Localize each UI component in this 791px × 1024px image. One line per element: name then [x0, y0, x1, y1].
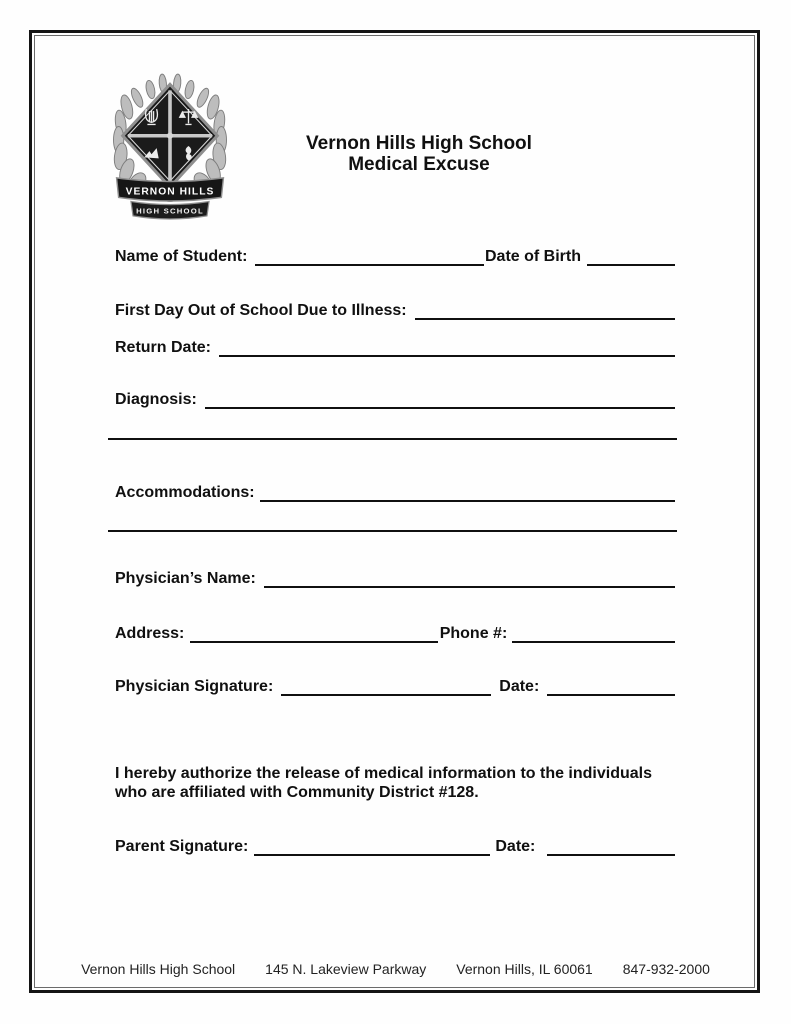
first-day-line	[415, 318, 675, 320]
physician-signature-row	[115, 676, 675, 696]
return-date-row	[115, 337, 675, 357]
crest-banner-bottom-text: HIGH SCHOOL	[136, 206, 204, 216]
parent-date-line	[547, 854, 675, 856]
physician-name-row	[115, 568, 675, 588]
date-of-birth-label: Date of Birth	[485, 248, 581, 265]
return-date-line	[219, 355, 675, 357]
page-title-line2: Medical Excuse	[348, 154, 490, 175]
physician-signature-line	[281, 694, 491, 696]
crest-banner-top-text: VERNON HILLS	[125, 186, 215, 198]
name-of-student-row	[115, 246, 675, 266]
physician-date-label: Date:	[499, 678, 540, 695]
address-label: Address:	[115, 625, 185, 642]
address-phone-row	[115, 623, 675, 643]
school-crest-logo	[106, 70, 234, 220]
return-date-label: Return Date:	[115, 339, 212, 356]
first-day-row	[115, 300, 675, 320]
physician-name-label: Physician’s Name:	[115, 570, 256, 587]
accommodations-line	[260, 500, 675, 502]
parent-date-label: Date:	[495, 838, 536, 855]
page-title	[294, 133, 544, 175]
diagnosis-line	[205, 407, 675, 409]
phone-line	[512, 641, 675, 643]
diagnosis-continuation-line	[108, 438, 677, 440]
footer-school-name: Vernon Hills High School	[81, 961, 236, 977]
crest-banner-bottom	[131, 202, 209, 219]
first-day-label: First Day Out of School Due to Illness:	[115, 302, 407, 319]
name-of-student-line	[255, 264, 484, 266]
page-title-line1: Vernon Hills High School	[306, 133, 532, 154]
parent-signature-row	[115, 836, 675, 856]
diagnosis-label: Diagnosis:	[115, 391, 197, 408]
crest-banner-top	[117, 178, 224, 201]
physician-name-line	[264, 586, 675, 588]
accommodations-label: Accommodations:	[115, 484, 255, 501]
physician-date-line	[547, 694, 675, 696]
physician-signature-label: Physician Signature:	[115, 678, 274, 695]
footer-city-state-zip: Vernon Hills, IL 60061	[456, 961, 593, 977]
accommodations-continuation-line	[108, 530, 677, 532]
date-of-birth-line	[587, 264, 675, 266]
footer-phone-number: 847-932-2000	[622, 961, 710, 977]
parent-signature-label: Parent Signature:	[115, 838, 249, 855]
diagnosis-row	[115, 389, 675, 409]
phone-label: Phone #:	[439, 625, 508, 642]
accommodations-row	[115, 482, 675, 502]
footer	[32, 961, 759, 977]
parent-signature-line	[254, 854, 490, 856]
name-of-student-label: Name of Student:	[115, 248, 248, 265]
authorization-statement: I hereby authorize the release of medical information to the individuals who are affiliated with Community District #128.	[115, 765, 652, 801]
footer-street-address: 145 N. Lakeview Parkway	[265, 961, 427, 977]
address-line	[190, 641, 437, 643]
